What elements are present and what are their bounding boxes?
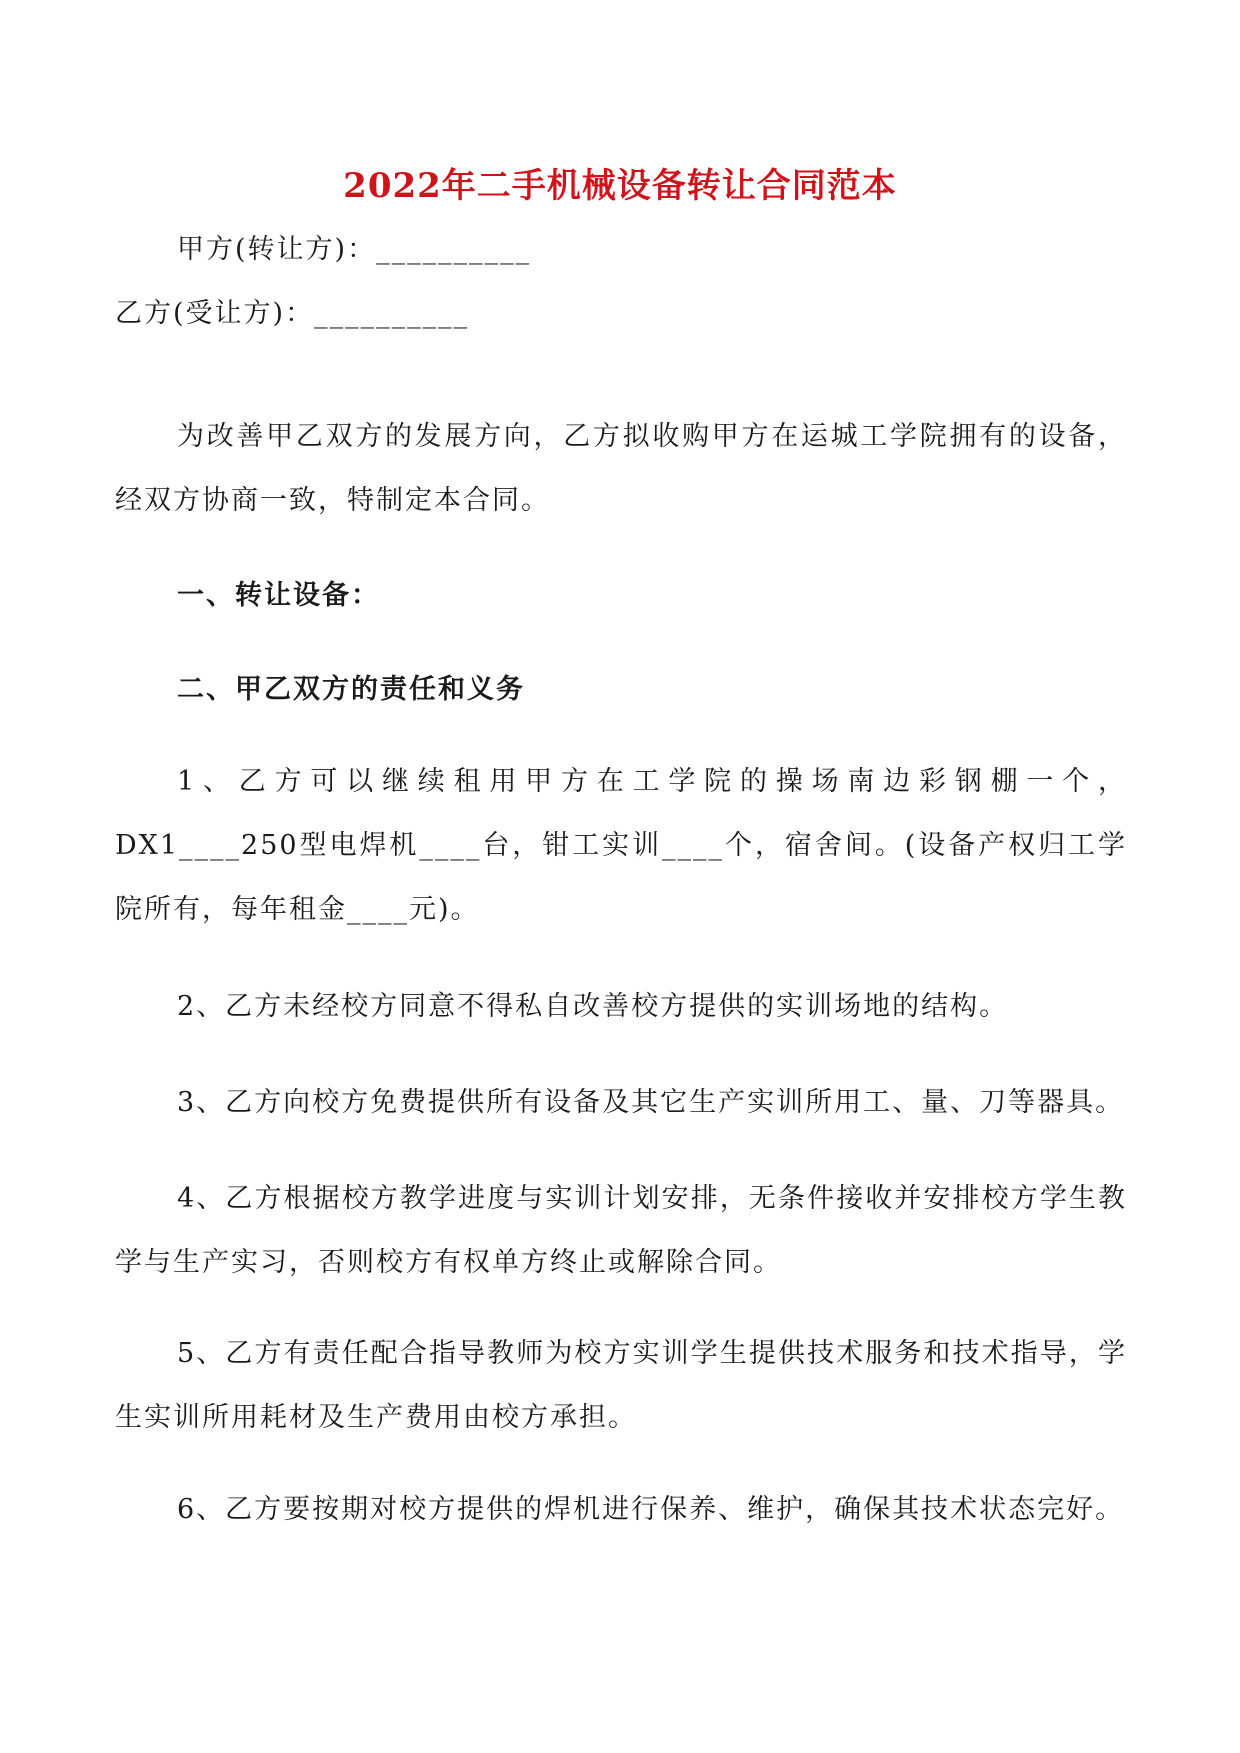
document-title: 2022年二手机械设备转让合同范本 [343,166,897,206]
party-a-line: 甲方(转让方)：__________ [177,234,532,265]
section-transfer-equipment: 一、转让设备： [177,580,380,611]
intro-paragraph: 为改善甲乙双方的发展方向，乙方拟收购甲方在运城工学院拥有的设备，经双方协商一致，特制定本合同。 [115,421,1127,516]
clause-1: 1、乙方可以继续租用甲方在工学院的操场南边彩钢棚一个，DX1____250型电焊机____台，钳工实训____个，宿舍间。(设备产权归工学院所有，每年租金____元)。 [115,766,1127,925]
party-b-line: 乙方(受让方)：__________ [115,298,470,329]
section-responsibilities: 二、甲乙双方的责任和义务 [177,674,525,705]
clause-6: 6、乙方要按期对校方提供的焊机进行保养、维护，确保其技术状态完好。 [177,1494,1125,1525]
clause-4: 4、乙方根据校方教学进度与实训计划安排，无条件接收并安排校方学生教学与生产实习，否则校方有权单方终止或解除合同。 [115,1183,1127,1278]
clause-2: 2、乙方未经校方同意不得私自改善校方提供的实训场地的结构。 [177,991,1009,1022]
clause-5: 5、乙方有责任配合指导教师为校方实训学生提供技术服务和技术指导，学生实训所用耗材及生产费用由校方承担。 [115,1338,1127,1433]
clause-3: 3、乙方向校方免费提供所有设备及其它生产实训所用工、量、刀等器具。 [177,1087,1125,1118]
